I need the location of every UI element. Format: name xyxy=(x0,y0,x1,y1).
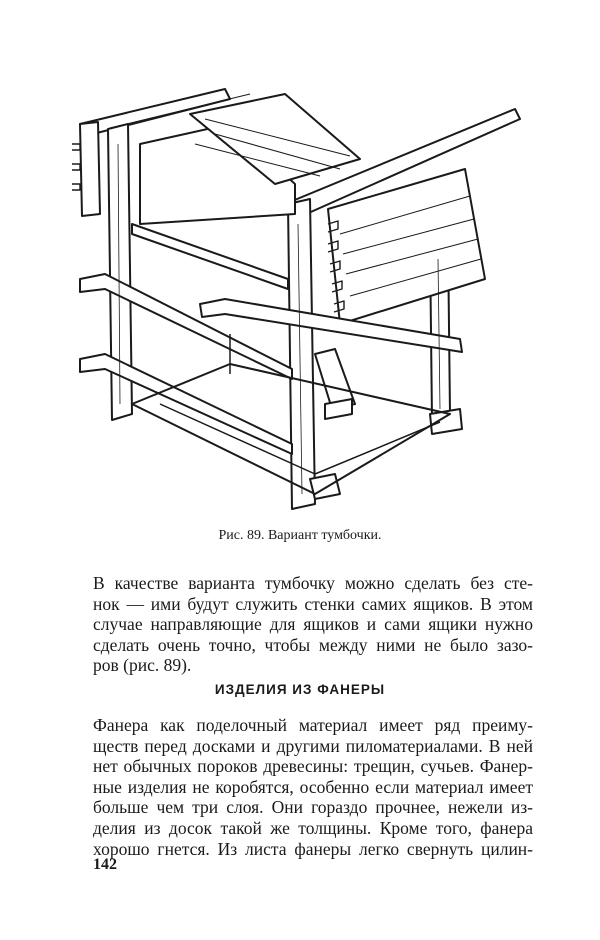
text-line: нет обычных пороков древесины: трещин, сучьев. Фанер- xyxy=(93,756,533,777)
text-line: В качестве варианта тумбочку можно сделать без сте- xyxy=(93,573,533,593)
paragraph-plywood xyxy=(93,715,533,859)
nightstand-drawing xyxy=(70,84,525,524)
text-line: ров (рис. 89). xyxy=(93,655,192,676)
paragraph-intro xyxy=(93,573,533,676)
figure-caption: Рис. 89. Вариант тумбочки. xyxy=(218,528,382,543)
figure-nightstand-illustration xyxy=(70,84,525,524)
text-line: Фанера как поделочный материал имеет ряд преиму- xyxy=(93,715,533,735)
text-line: ществ перед досками и другими пиломатериалами. В ней xyxy=(93,735,533,756)
text-line: случае направляющие для ящиков и сами ящики нужно xyxy=(93,614,533,635)
page-number: 142 xyxy=(93,856,117,873)
text-line: хорошо гнется. Из листа фанеры легко свернуть цилин- xyxy=(93,838,533,859)
text-line: больше чем три слоя. Они гораздо прочнее, нежели из- xyxy=(93,797,533,818)
text-line: ные изделия не коробятся, особенно если материал имеет xyxy=(93,776,533,797)
text-line: нок — ими будут служить стенки самих ящиков. В этом xyxy=(93,593,533,614)
text-line: сделать очень точно, чтобы между ними не было зазо- xyxy=(93,634,533,655)
section-heading: ИЗДЕЛИЯ ИЗ ФАНЕРЫ xyxy=(214,682,386,697)
text-line: делия из досок такой же толщины. Кроме того, фанера xyxy=(93,817,533,838)
